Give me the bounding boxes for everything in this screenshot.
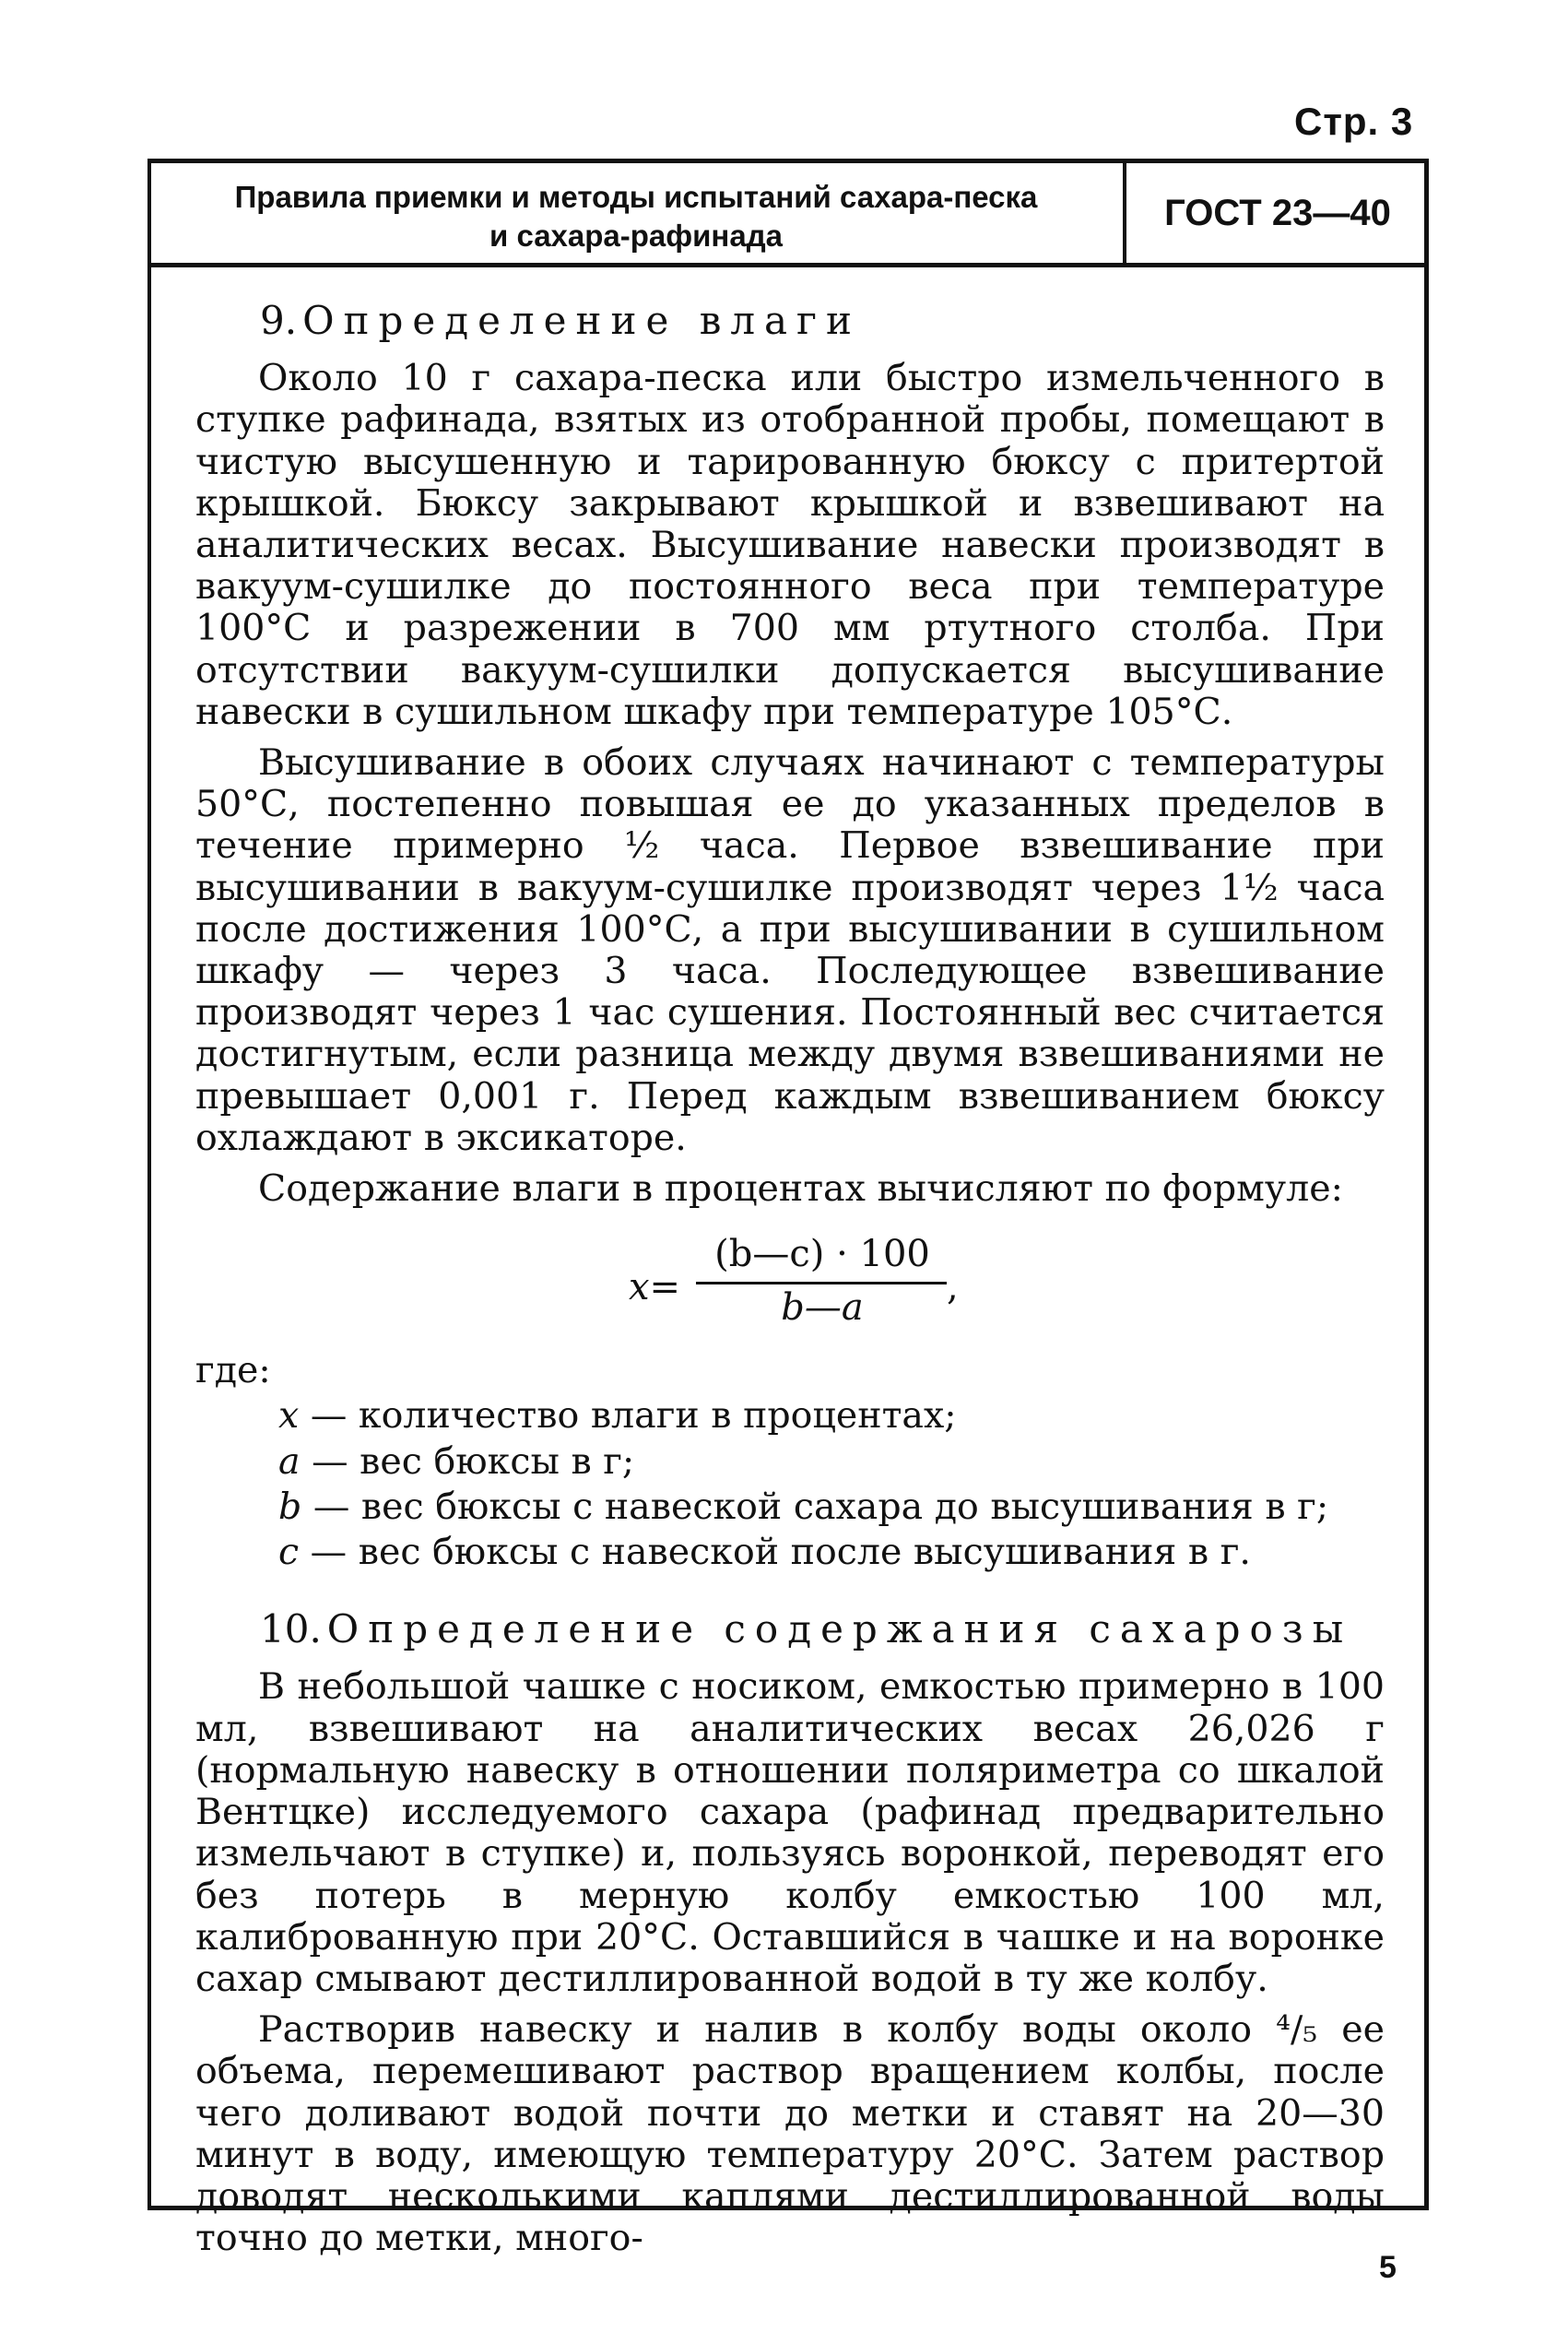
- section-9-paragraph-2: Высушивание в обоих случаях начинают с температуры 50°С, постепенно повышая ее до указанных пределов в течение примерно ½ часа. Первое взвешивание при высушивании в вакуум-сушилке производят через 1½ часа после достижения 100°С, а при высушивании в сушильном шкафу — через 3 часа. Последующее взвешивание производят через 1 час сушения. Постоянный вес считается достигнутым, если разница между двумя взвешиваниями не превышает 0,001 г. Перед каждым взвешиванием бюксу охлаждают в эксикаторе.: [195, 741, 1385, 1159]
- section-10-title: Определение содержания сахарозы: [326, 1606, 1353, 1652]
- definition-text: — вес бюксы с навеской после высушивания в г.: [299, 1531, 1251, 1574]
- header-title-line1: Правила приемки и методы испытаний сахара-песка: [234, 180, 1038, 214]
- formula-numerator: (b—c) · 100: [714, 1233, 930, 1276]
- definition-text: — вес бюксы с навеской сахара до высушивания в г;: [301, 1485, 1329, 1528]
- definition-text: — вес бюксы в г;: [300, 1439, 635, 1483]
- definition-item: [278, 1532, 1385, 1573]
- section-9-paragraph-1: Около 10 г сахара-песка или быстро измельченного в ступке рафинада, взятых из отобранной пробы, помещают в чистую высушенную и тарированную бюксу с притертой крышкой. Бюксу закрывают крышкой и взвешивают на аналитических весах. Высушивание навески производят в вакуум-сушилке до постоянного веса при температуре 100°С и разрежении в 700 мм ртутного столба. При отсутствии вакуум-сушилки допускается высушивание навески в сушильном шкафу при температуре 105°С.: [195, 357, 1385, 733]
- section-9-number: 9.: [260, 298, 298, 343]
- definition-item: [278, 1441, 1385, 1483]
- formula-fraction-bar: [696, 1282, 947, 1284]
- document-body: [195, 300, 1385, 2268]
- standard-code: ГОСТ 23—40: [1164, 192, 1391, 233]
- section-9-heading: [260, 300, 1385, 341]
- definition-symbol: x: [278, 1394, 300, 1438]
- definition-item: [278, 1395, 1385, 1437]
- where-label: где:: [195, 1349, 271, 1392]
- definition-symbol: a: [278, 1439, 301, 1483]
- header-title: [175, 178, 1097, 255]
- definition-text: — количество влаги в процентах;: [299, 1394, 957, 1438]
- section-10-heading: [260, 1608, 1385, 1650]
- definition-symbol: c: [278, 1531, 300, 1574]
- definition-item: [278, 1486, 1385, 1528]
- header-title-line2: и сахара-рафинада: [489, 219, 784, 253]
- moisture-formula: [195, 1230, 1385, 1341]
- definition-symbol: b: [278, 1485, 302, 1528]
- formula-denominator: b—a: [781, 1286, 864, 1330]
- section-9-title: Определение влаги: [302, 298, 862, 343]
- section-10-number: 10.: [260, 1606, 322, 1652]
- footer-page-number: 5: [1379, 2250, 1397, 2285]
- section-9-paragraph-3: Содержание влаги в процентах вычисляют по формуле:: [258, 1167, 1343, 1211]
- section-10-paragraph-1: В небольшой чашке с носиком, емкостью примерно в 100 мл, взвешивают на аналитических весах 26,026 г (нормальную навеску в отношении поляриметра со шкалой Вентцке) исследуемого сахара (рафинад предварительно измельчают в ступке) и, пользуясь воронкой, переводят его без потерь в мерную колбу емкостью 100 мл, калиброванную при 20°С. Оставшийся в чашке и на воронке сахар смывают дестиллированной водой в ту же колбу.: [195, 1665, 1385, 2000]
- formula-trailing: ,: [947, 1266, 959, 1309]
- page-label: Стр. 3: [1294, 100, 1414, 143]
- section-10-paragraph-2: Растворив навеску и налив в колбу воды около ⁴/₅ ее объема, перемешивают раствор вращением колбы, после чего доливают водой почти до метки и ставят на 20—30 минут в воду, имеющую температуру 20°С. Затем раствор доводят несколькими каплями дестиллированной воды точно до метки, много-: [195, 2008, 1385, 2260]
- formula-lhs: x=: [629, 1266, 681, 1309]
